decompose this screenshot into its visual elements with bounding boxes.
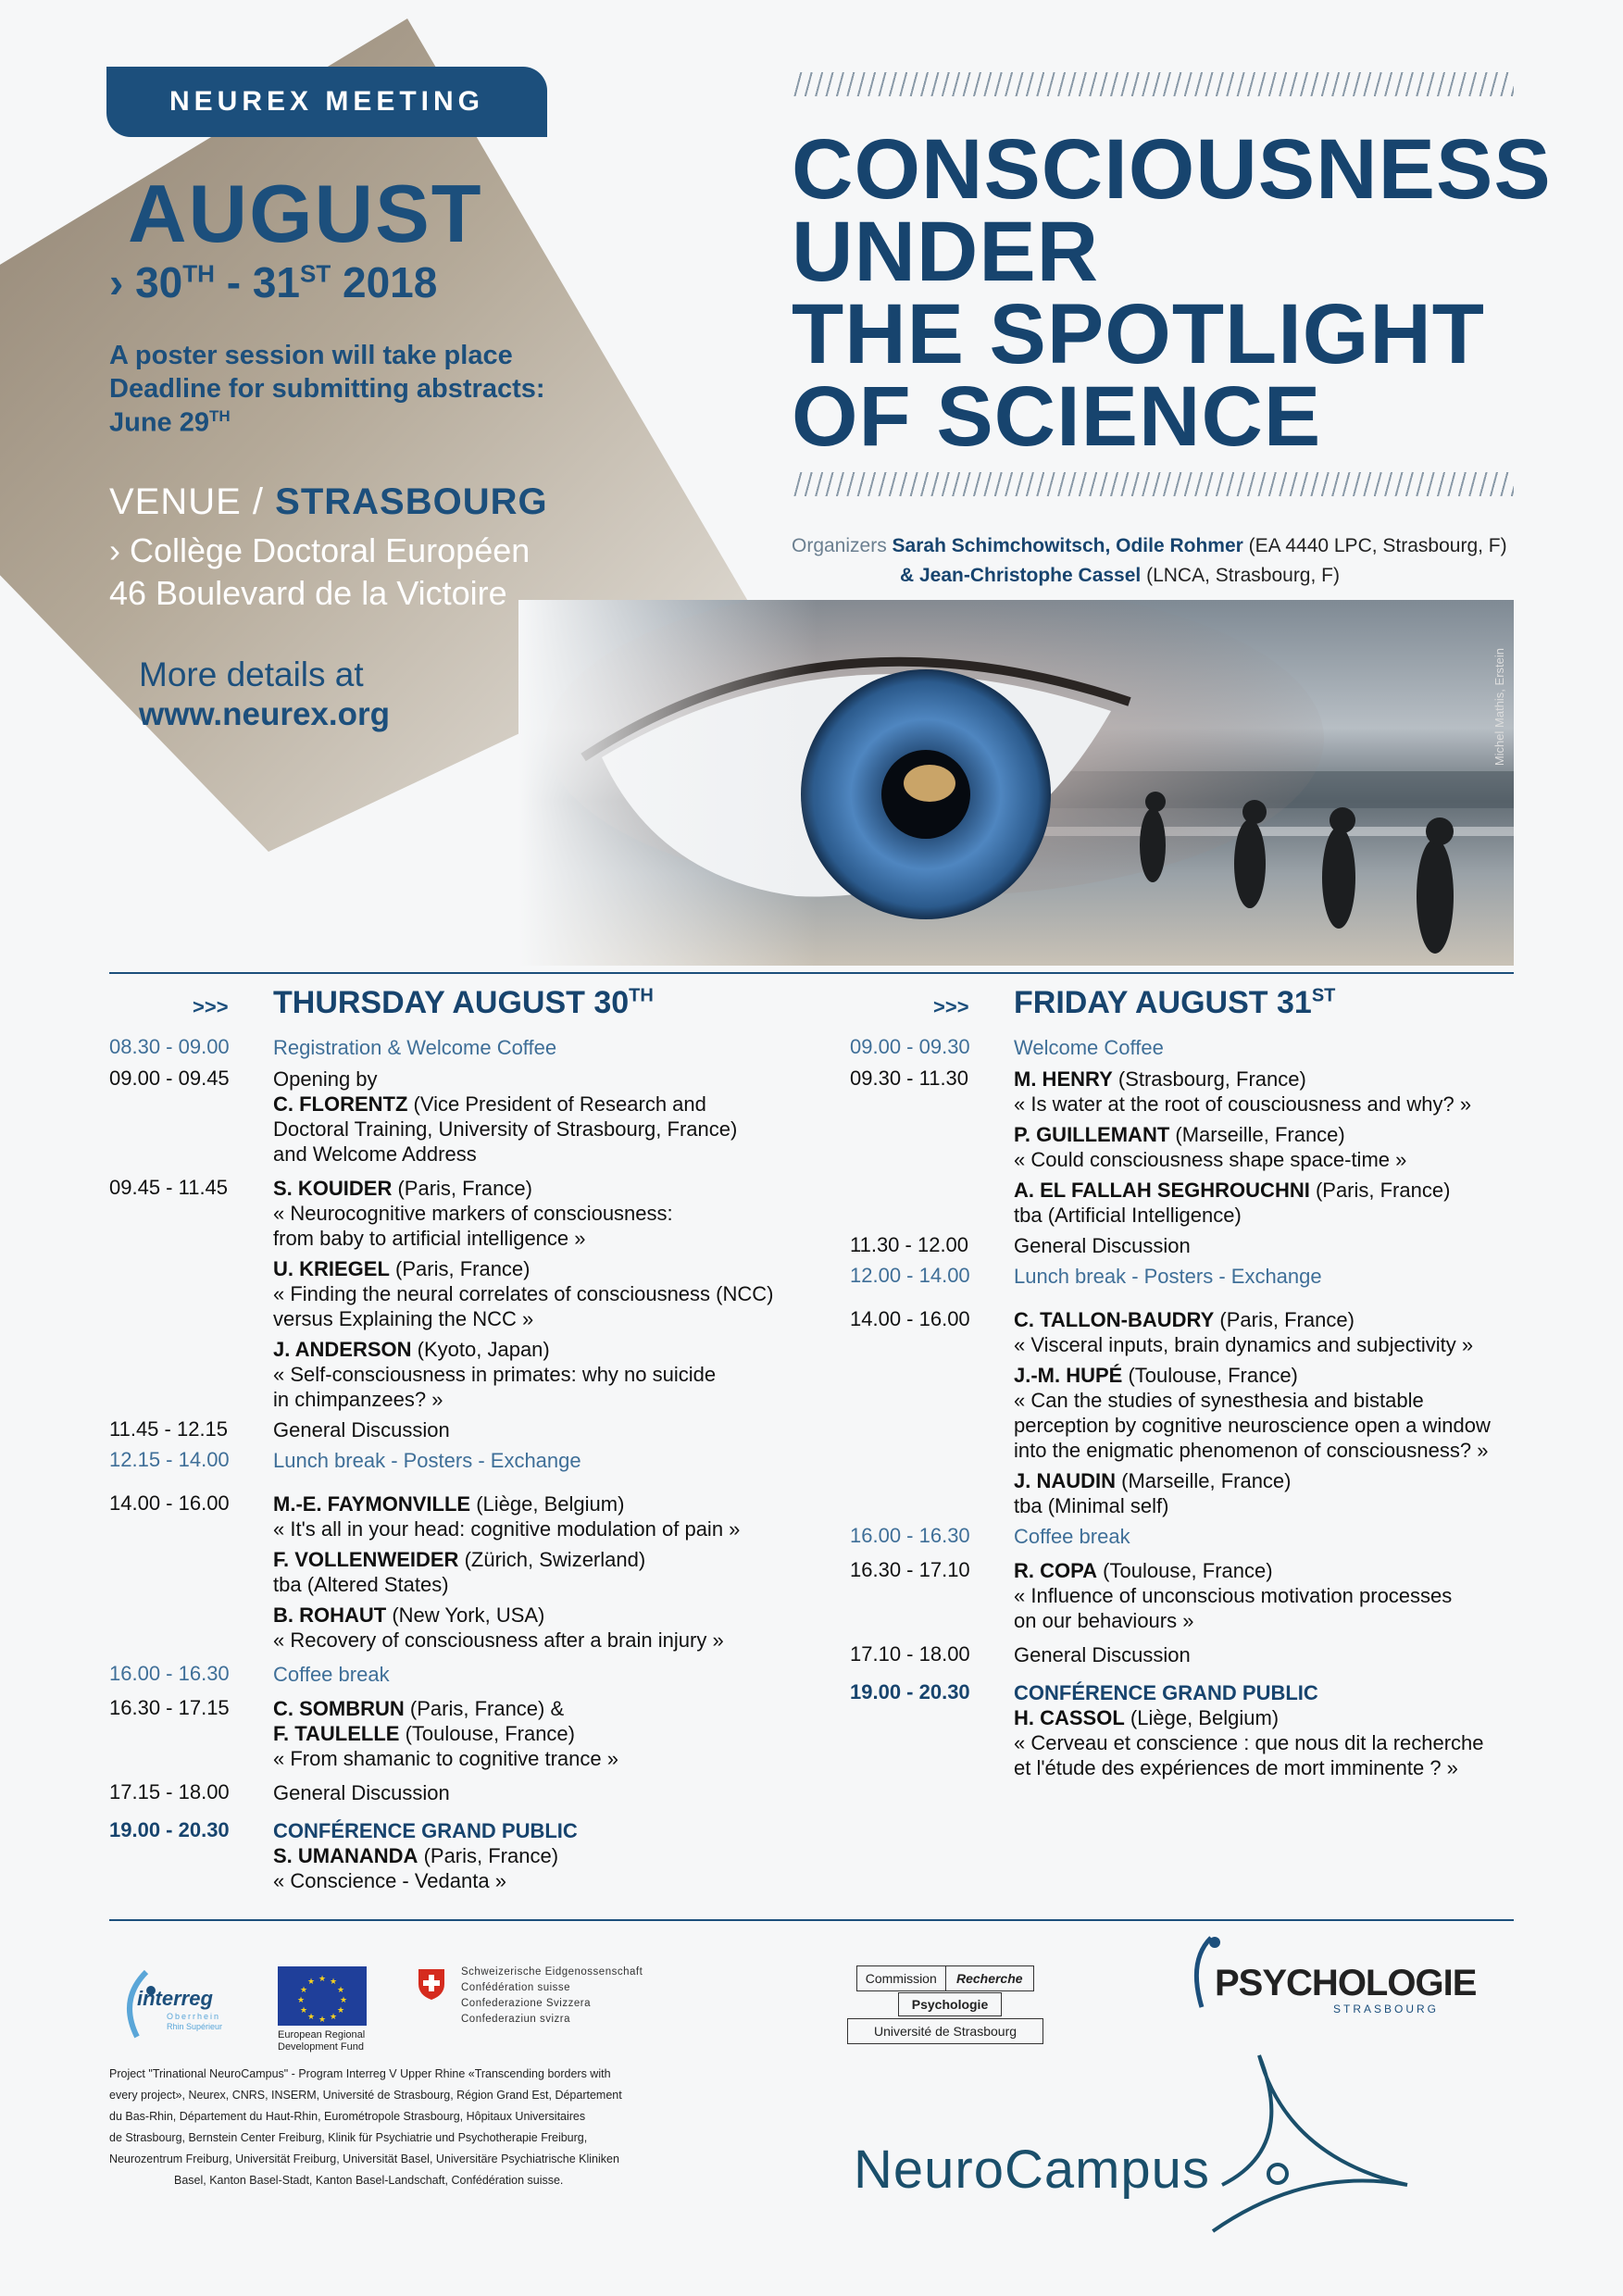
neurocampus-triangle-icon	[1194, 2046, 1417, 2240]
friday-heading: FRIDAY AUGUST 31ST	[1014, 985, 1336, 1020]
session-text-line: General Discussion	[273, 1418, 450, 1441]
session-text-line: Lunch break - Posters - Exchange	[1014, 1265, 1322, 1288]
session-text-line: « Finding the neural correlates of consciousness (NCC)	[273, 1282, 774, 1305]
session-time: 08.30 - 09.00	[109, 1035, 230, 1058]
friday-arrows: >>>	[933, 995, 969, 1018]
funding-line-3: du Bas-Rhin, Département du Haut-Rhin, Eurométropole Strasbourg, Hôpitaux Universitaires	[109, 2110, 586, 2123]
poster-session-note: A poster session will take place	[109, 341, 513, 370]
session-text-line: « From shamanic to cognitive trance »	[273, 1747, 618, 1770]
session-time: 09.30 - 11.30	[850, 1067, 969, 1090]
session-time: 16.30 - 17.10	[850, 1558, 970, 1581]
session-text-line: U. KRIEGEL (Paris, France)	[273, 1257, 531, 1280]
session-text-line: Lunch break - Posters - Exchange	[273, 1449, 581, 1472]
website-link[interactable]: www.neurex.org	[139, 696, 390, 732]
abstract-deadline-label: Deadline for submitting abstracts:	[109, 374, 545, 404]
session-text-line: Registration & Welcome Coffee	[273, 1036, 557, 1059]
session-text-line: « It's all in your head: cognitive modulation of pain »	[273, 1517, 741, 1541]
session-time: 11.45 - 12.15	[109, 1417, 229, 1441]
session-text-line: in chimpanzees? »	[273, 1388, 443, 1411]
svg-text:★: ★	[296, 1996, 306, 2005]
session-text-line: B. ROHAUT (New York, USA)	[273, 1603, 545, 1627]
session-text-line: General Discussion	[1014, 1234, 1191, 1257]
session-text-line: R. COPA (Toulouse, France)	[1014, 1559, 1273, 1582]
svg-text:★: ★	[318, 2015, 327, 2025]
session-text-line: F. VOLLENWEIDER (Zürich, Swizerland)	[273, 1548, 646, 1571]
session-text-line: tba (Minimal self)	[1014, 1494, 1169, 1517]
hatch-divider-bottom	[792, 472, 1514, 496]
session-text-line: Coffee break	[273, 1663, 390, 1686]
month-heading: AUGUST	[128, 168, 483, 259]
title-line-2: UNDER	[792, 205, 1100, 299]
session-text-line: General Discussion	[1014, 1643, 1191, 1666]
photo-credit: Michel Mathis, Erstein	[1492, 648, 1506, 767]
session-time: 14.00 - 16.00	[109, 1491, 230, 1515]
title-line-4: OF SCIENCE	[792, 369, 1322, 464]
session-text-line: et l'étude des expériences de mort imminente ? »	[1014, 1756, 1458, 1779]
session-text-line: J. NAUDIN (Marseille, France)	[1014, 1469, 1292, 1492]
organizers-line-2: & Jean-Christophe Cassel (LNCA, Strasbourg, F)	[900, 565, 1340, 586]
psychologie-box: Psychologie	[898, 1992, 1002, 2016]
session-text-line: « Conscience - Vedanta »	[273, 1869, 506, 1892]
session-time: 09.45 - 11.45	[109, 1176, 229, 1199]
session-text-line: M. HENRY (Strasbourg, France)	[1014, 1067, 1306, 1091]
funding-line-5: Neurozentrum Freiburg, Universität Freiburg, Universität Basel, Universitäre Psychiatrische Kliniken	[109, 2152, 619, 2165]
session-text-line: F. TAULELLE (Toulouse, France)	[273, 1722, 575, 1745]
session-text-line: General Discussion	[273, 1781, 450, 1804]
session-text-line: into the enigmatic phenomenon of consciousness? »	[1014, 1439, 1489, 1462]
session-text-line: versus Explaining the NCC »	[273, 1307, 534, 1330]
session-time: 09.00 - 09.30	[850, 1035, 970, 1058]
session-text-line: A. EL FALLAH SEGHROUCHNI (Paris, France)	[1014, 1179, 1451, 1202]
svg-text:★: ★	[329, 1978, 338, 1987]
session-time: 12.00 - 14.00	[850, 1264, 970, 1287]
session-text-line: tba (Artificial Intelligence)	[1014, 1204, 1242, 1227]
session-text-line: C. FLORENTZ (Vice President of Research and	[273, 1092, 706, 1116]
session-text-line: « Recovery of consciousness after a brain injury »	[273, 1628, 724, 1652]
session-text-line: Opening by	[273, 1067, 378, 1091]
session-text-line: « Self-consciousness in primates: why no suicide	[273, 1363, 717, 1386]
program-divider-top	[109, 972, 1514, 974]
svg-text:★: ★	[318, 1975, 327, 1984]
svg-text:★: ★	[306, 2013, 316, 2022]
session-text-line: S. KOUIDER (Paris, France)	[273, 1177, 532, 1200]
eu-fund-line-2: Development Fund	[278, 2041, 364, 2053]
svg-text:★: ★	[306, 1978, 316, 1987]
thursday-arrows: >>>	[193, 995, 229, 1018]
session-text-line: « Could consciousness shape space-time »	[1014, 1148, 1407, 1171]
psychologie-logo-city: STRASBOURG	[1333, 2003, 1440, 2015]
session-time: 16.30 - 17.15	[109, 1696, 230, 1719]
commission-box: Commission Recherche	[856, 1965, 1034, 1991]
session-text-line: J.-M. HUPÉ (Toulouse, France)	[1014, 1364, 1298, 1387]
universite-box: Université de Strasbourg	[847, 2018, 1043, 2044]
more-details-label: More details at	[139, 655, 364, 693]
abstract-deadline-date: June 29TH	[109, 407, 231, 438]
session-text-line: « Influence of unconscious motivation processes	[1014, 1584, 1453, 1607]
session-time: 12.15 - 14.00	[109, 1448, 230, 1471]
session-text-line: J. ANDERSON (Kyoto, Japan)	[273, 1338, 550, 1361]
interreg-sub-1: Oberrhein	[167, 2012, 221, 2021]
svg-text:★: ★	[339, 1996, 348, 2005]
thursday-heading: THURSDAY AUGUST 30TH	[273, 985, 654, 1020]
session-text-line: tba (Altered States)	[273, 1573, 449, 1596]
session-time: 17.15 - 18.00	[109, 1780, 230, 1803]
title-line-3: THE SPOTLIGHT	[792, 287, 1485, 381]
venue-address: 46 Boulevard de la Victoire	[109, 574, 507, 612]
event-dates: › 30TH - 31ST 2018	[109, 258, 438, 306]
eu-flag-icon	[278, 1966, 367, 2026]
neurocampus-wordmark: NeuroCampus	[854, 2140, 1210, 2200]
title-line-1: CONSCIOUSNESS	[792, 122, 1552, 217]
session-text-line: Coffee break	[1014, 1525, 1130, 1548]
session-text-line: P. GUILLEMANT (Marseille, France)	[1014, 1123, 1345, 1146]
session-time: 16.00 - 16.30	[109, 1662, 230, 1685]
session-text-line: CONFÉRENCE GRAND PUBLIC	[273, 1819, 578, 1842]
session-text-line: « Can the studies of synesthesia and bistable	[1014, 1389, 1424, 1412]
footer-divider	[109, 1919, 1514, 1921]
swiss-line-4: Confederaziun svizra	[461, 2014, 571, 2025]
svg-text:★: ★	[299, 2006, 308, 2015]
session-text-line: « Visceral inputs, brain dynamics and subjectivity »	[1014, 1333, 1474, 1356]
venue-name: › Collège Doctoral Européen	[109, 531, 531, 569]
venue-heading: VENUE / STRASBOURG	[109, 481, 548, 522]
session-text-line: and Welcome Address	[273, 1142, 477, 1166]
funding-line-4: de Strasbourg, Bernstein Center Freiburg, Klinik für Psychiatrie und Psychotherapie Freiburg,	[109, 2131, 588, 2144]
session-text-line: from baby to artificial intelligence »	[273, 1227, 586, 1250]
swiss-line-2: Confédération suisse	[461, 1982, 571, 1993]
session-text-line: « Cerveau et conscience : que nous dit la recherche	[1014, 1731, 1484, 1754]
session-text-line: M.-E. FAYMONVILLE (Liège, Belgium)	[273, 1492, 625, 1516]
interreg-wordmark: interreg	[137, 1987, 213, 2010]
session-text-line: Welcome Coffee	[1014, 1036, 1164, 1059]
eu-fund-line-1: European Regional	[278, 2029, 366, 2040]
svg-text:★: ★	[299, 1986, 308, 1995]
session-time: 17.10 - 18.00	[850, 1642, 970, 1666]
session-text-line: « Is water at the root of cousciousness and why? »	[1014, 1092, 1472, 1116]
session-time: 16.00 - 16.30	[850, 1524, 970, 1547]
session-time: 19.00 - 20.30	[850, 1680, 970, 1703]
funding-line-6: Basel, Kanton Basel-Stadt, Kanton Basel-Landschaft, Confédération suisse.	[174, 2174, 564, 2187]
psychologie-logo-text: PSYCHOLOGIE	[1215, 1963, 1477, 2003]
session-time: 11.30 - 12.00	[850, 1233, 969, 1256]
session-text-line: Doctoral Training, University of Strasbourg, France)	[273, 1117, 738, 1141]
swiss-line-3: Confederazione Svizzera	[461, 1998, 591, 2009]
organizers-line-1: Organizers Sarah Schimchowitsch, Odile Rohmer (EA 4440 LPC, Strasbourg, F)	[792, 535, 1507, 556]
svg-text:★: ★	[329, 2013, 338, 2022]
interreg-sub-2: Rhin Supérieur	[167, 2022, 223, 2031]
session-text-line: C. TALLON-BAUDRY (Paris, France)	[1014, 1308, 1355, 1331]
session-time: 09.00 - 09.45	[109, 1067, 230, 1090]
session-time: 19.00 - 20.30	[109, 1818, 230, 1841]
hatch-divider-top	[792, 72, 1514, 96]
session-text-line: C. SOMBRUN (Paris, France) &	[273, 1697, 565, 1720]
swiss-shield-icon	[417, 1967, 446, 2001]
session-time: 14.00 - 16.00	[850, 1307, 970, 1330]
funding-line-1: Project "Trinational NeuroCampus" - Program Interreg V Upper Rhine «Transcending borders with	[109, 2067, 611, 2080]
session-text-line: on our behaviours »	[1014, 1609, 1194, 1632]
session-text-line: CONFÉRENCE GRAND PUBLIC	[1014, 1681, 1318, 1704]
svg-text:★: ★	[336, 2006, 345, 2015]
session-text-line: H. CASSOL (Liège, Belgium)	[1014, 1706, 1280, 1729]
session-text-line: S. UMANANDA (Paris, France)	[273, 1844, 559, 1867]
meeting-badge: NEUREX MEETING	[106, 67, 547, 137]
session-text-line: « Neurocognitive markers of consciousness:	[273, 1202, 673, 1225]
svg-text:★: ★	[336, 1986, 345, 1995]
eye-beach-photo	[518, 600, 1514, 966]
session-text-line: perception by cognitive neuroscience open a window	[1014, 1414, 1491, 1437]
swiss-line-1: Schweizerische Eidgenossenschaft	[461, 1966, 643, 1978]
funding-line-2: every project», Neurex, CNRS, INSERM, Université de Strasbourg, Région Grand Est, Département	[109, 2089, 622, 2102]
